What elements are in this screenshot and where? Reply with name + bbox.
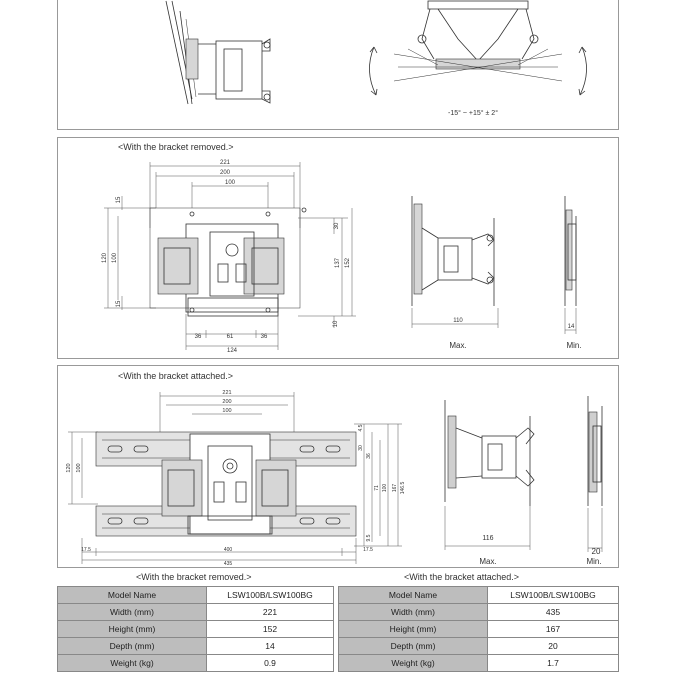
dim-100: 100	[382, 483, 388, 493]
dim-30: 30	[358, 445, 364, 451]
side-view-max	[412, 196, 498, 350]
spec-key: Model Name	[58, 587, 207, 604]
dim-height-100: 100	[76, 463, 82, 473]
dim-36-right: 36	[260, 334, 268, 340]
dim-width-200: 200	[219, 170, 231, 176]
table-row	[58, 621, 334, 638]
dim-36: 36	[366, 453, 372, 459]
dim-top-15: 15	[116, 196, 122, 204]
dim-61: 61	[226, 334, 234, 340]
spec-key: Depth (mm)	[339, 638, 488, 655]
spec-value: 1.7	[488, 655, 619, 672]
spec-value: 435	[488, 604, 619, 621]
spec-value: 221	[207, 604, 334, 621]
tilt-side-view	[166, 1, 270, 104]
dim-depth-116: 116	[482, 535, 494, 542]
dim-width-100: 100	[224, 180, 236, 186]
spec-key: Model Name	[339, 587, 488, 604]
dim-width-200: 200	[222, 399, 232, 405]
dim-width-221: 221	[222, 390, 232, 396]
table-row	[339, 587, 619, 604]
spec-key: Depth (mm)	[58, 638, 207, 655]
spec-table-removed	[57, 586, 334, 672]
spec-key: Width (mm)	[58, 604, 207, 621]
panel-bracket-attached	[57, 365, 619, 568]
dim-width-221: 221	[219, 160, 231, 166]
tilt-range-label: -15° ~ +15° ± 2°	[448, 110, 498, 117]
spec-value: 20	[488, 638, 619, 655]
dim-depth-14: 14	[567, 324, 575, 330]
dim-depth-110: 110	[453, 318, 463, 324]
panel-caption: <With the bracket attached.>	[118, 371, 234, 381]
tilt-diagram	[58, 0, 618, 129]
table-row	[58, 587, 334, 604]
dim-9-5: 9.5	[366, 534, 372, 542]
side-view-min	[586, 396, 602, 566]
dim-400: 400	[223, 547, 233, 553]
table-row	[58, 604, 334, 621]
dim-435: 435	[223, 561, 233, 567]
spec-key: Height (mm)	[339, 621, 488, 638]
panel-bracket-removed	[57, 137, 619, 359]
table-removed-caption: <With the bracket removed.>	[136, 572, 252, 582]
max-label: Max.	[449, 341, 467, 350]
dim-4-5: 4.5	[358, 424, 364, 432]
dim-71: 71	[374, 485, 380, 491]
dim-17-5-right: 17.5	[363, 547, 373, 553]
max-label: Max.	[479, 557, 497, 566]
dim-17-5-left: 17.5	[81, 547, 91, 553]
table-row	[58, 655, 334, 672]
bracket-removed-drawing	[58, 138, 618, 358]
spec-value: LSW100B/LSW100BG	[488, 587, 619, 604]
min-label: Min.	[586, 557, 602, 566]
spec-value: 14	[207, 638, 334, 655]
table-row	[339, 655, 619, 672]
table-row	[339, 638, 619, 655]
panel-caption: <With the bracket removed.>	[118, 142, 234, 152]
side-view-min	[565, 196, 582, 350]
table-row	[58, 638, 334, 655]
spec-key: Weight (kg)	[58, 655, 207, 672]
dim-146-5: 146.5	[400, 481, 406, 495]
dim-height-120: 120	[102, 252, 108, 264]
table-attached-caption: <With the bracket attached.>	[404, 572, 520, 582]
spec-value: LSW100B/LSW100BG	[207, 587, 334, 604]
dim-137: 137	[335, 257, 341, 269]
spec-value: 152	[207, 621, 334, 638]
dim-10: 10	[333, 320, 339, 328]
dim-167: 167	[392, 483, 398, 493]
dim-30: 30	[334, 222, 340, 230]
spec-value: 0.9	[207, 655, 334, 672]
dim-depth-20: 20	[591, 547, 601, 556]
bracket-attached-drawing	[58, 366, 618, 568]
spec-key: Height (mm)	[58, 621, 207, 638]
dim-36-left: 36	[194, 334, 202, 340]
spec-key: Weight (kg)	[339, 655, 488, 672]
panel-tilt-diagram	[57, 0, 619, 130]
dim-height-120: 120	[66, 463, 72, 473]
table-row	[339, 621, 619, 638]
min-label: Min.	[566, 341, 582, 350]
dim-bottom-15: 15	[116, 300, 122, 308]
side-view-max	[445, 400, 534, 566]
spec-table-attached	[338, 586, 619, 672]
swivel-top-view	[369, 1, 586, 117]
table-row	[339, 604, 619, 621]
dim-124: 124	[226, 348, 238, 354]
spec-value: 167	[488, 621, 619, 638]
dim-width-100: 100	[222, 408, 232, 414]
dim-height-100: 100	[112, 252, 118, 264]
spec-key: Width (mm)	[339, 604, 488, 621]
dim-152: 152	[345, 257, 351, 269]
